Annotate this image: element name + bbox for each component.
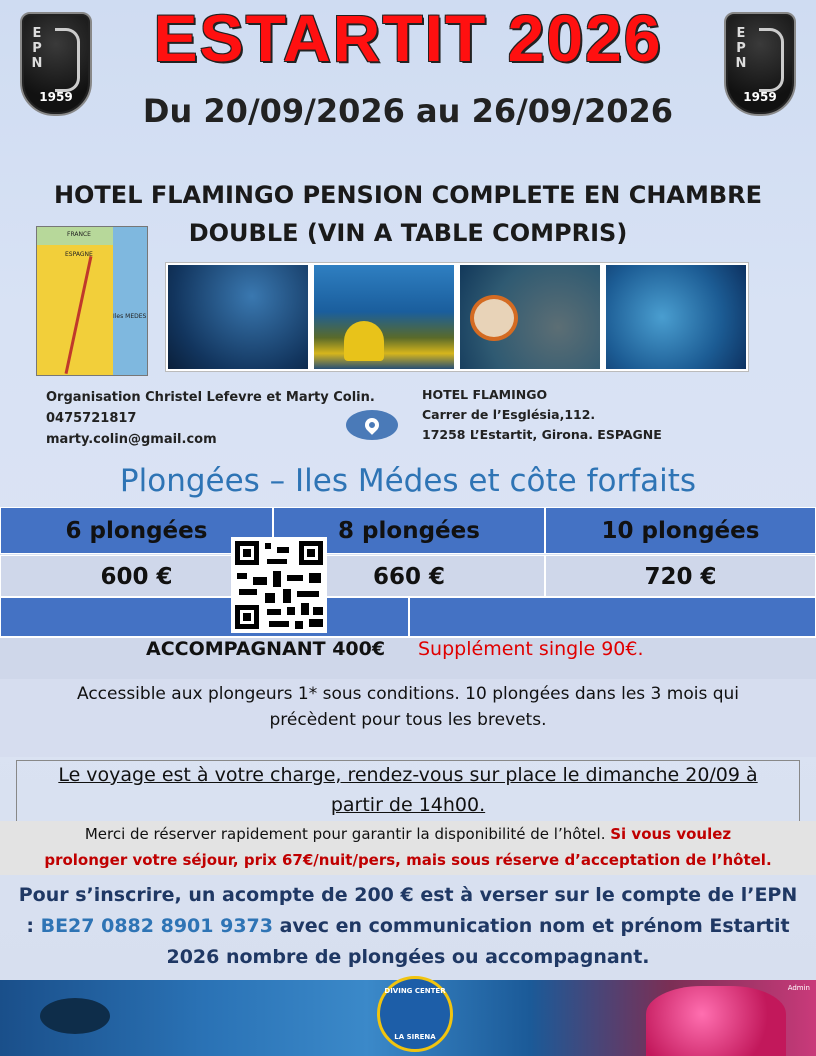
logo-year: 1959: [39, 90, 73, 104]
companion-row: [0, 637, 816, 679]
page-title: ESTARTIT 2026: [153, 1, 663, 75]
conditions-line1: Accessible aux plongeurs 1* sous conditions. 10 plongées dans les 3 mois qui: [76, 684, 740, 704]
map-label-spain: ESPAGNE: [65, 251, 93, 258]
route-line: [65, 256, 93, 374]
package-header-row: [0, 507, 816, 554]
logo-letter: P: [736, 41, 746, 56]
admin-watermark: Admin: [787, 984, 810, 992]
fish-school-photo-icon: [606, 265, 746, 369]
grouper-photo-icon: [460, 265, 600, 369]
registration-line2: avec en communication nom et prénom Estartit: [272, 915, 790, 937]
extension-notice-start: Si vous voulez: [610, 825, 732, 843]
registration-info: [8, 880, 808, 973]
hotel-street: Carrer de l’Església,112.: [422, 407, 596, 422]
coral-icon: [646, 986, 786, 1056]
logo-letter: E: [736, 26, 746, 41]
fish-icon: [40, 998, 110, 1034]
registration-line1: Pour s’inscrire, un acompte de 200 € est à verser sur le compte de l’EPN: [18, 884, 798, 906]
trip-dates: Du 20/09/2026 au 26/09/2026: [142, 92, 674, 130]
registration-line3: 2026 nombre de plongées ou accompagnant.: [166, 946, 650, 968]
location-pin-icon[interactable]: [346, 410, 398, 440]
hotel-city: 17258 L’Estartit, Girona. ESPAGNE: [422, 427, 662, 442]
package-price-row: [0, 555, 816, 597]
logo-letter: P: [32, 41, 42, 56]
single-supplement: Supplément single 90€.: [418, 638, 644, 660]
badge-bottom-text: LA SIRENA: [394, 1033, 436, 1041]
extension-notice: prolonger votre séjour, prix 67€/nuit/pers, mais sous réserve d’acceptation de l’hôtel.: [44, 851, 772, 869]
package-label: 8 plongées: [273, 507, 545, 554]
logo-letter: E: [32, 26, 42, 41]
badge-top-text: DIVING CENTER: [384, 987, 446, 995]
travel-info: [0, 760, 816, 820]
conditions-line2: précèdent pour tous les brevets.: [269, 710, 547, 730]
booking-notice-text: Merci de réserver rapidement pour garantir la disponibilité de l’hôtel.: [84, 825, 606, 843]
package-label: 6 plongées: [0, 507, 273, 554]
registration-prefix: :: [26, 915, 41, 937]
map-label-medes: Iles MEDES: [113, 313, 147, 320]
iban-number[interactable]: BE27 0882 8901 9373: [40, 915, 273, 937]
logo-year: 1959: [743, 90, 777, 104]
logo-letter: N: [735, 56, 747, 71]
hotel-heading-line1: HOTEL FLAMINGO PENSION COMPLETE EN CHAMBRE: [53, 181, 763, 209]
diving-center-logo: [377, 976, 453, 1052]
travel-line2: partir de 14h00.: [330, 794, 486, 816]
map-label-france: FRANCE: [67, 231, 91, 238]
diver-photo-icon: [168, 265, 308, 369]
companion-price: ACCOMPAGNANT 400€: [146, 638, 386, 660]
package-price: 660 €: [273, 555, 545, 597]
hotel-address: [422, 385, 662, 445]
conditions: [0, 679, 816, 757]
hotel-name: HOTEL FLAMINGO: [422, 387, 548, 402]
footer-banner: [0, 980, 816, 1056]
organisers: Organisation Christel Lefevre et Marty Colin.: [46, 390, 375, 405]
logo-letter: N: [31, 56, 43, 71]
package-price: 600 €: [0, 555, 273, 597]
hotel-heading-line2: DOUBLE (VIN A TABLE COMPRIS): [188, 219, 628, 247]
booking-notice: [0, 821, 816, 875]
photo-strip: [165, 262, 749, 372]
dives-title: Plongées – Iles Médes et côte forfaits: [119, 463, 697, 499]
package-price: 720 €: [545, 555, 816, 597]
package-label: 10 plongées: [545, 507, 816, 554]
package-blank-row: [0, 597, 816, 637]
travel-line1: Le voyage est à votre charge, rendez-vous sur place le dimanche 20/09 à: [58, 764, 758, 786]
reef-photo-icon: [314, 265, 454, 369]
organisation-info: [46, 387, 375, 450]
email-address[interactable]: marty.colin@gmail.com: [46, 432, 217, 447]
qr-code[interactable]: [231, 537, 327, 633]
location-map: [36, 226, 148, 376]
phone-number[interactable]: 0475721817: [46, 411, 137, 426]
